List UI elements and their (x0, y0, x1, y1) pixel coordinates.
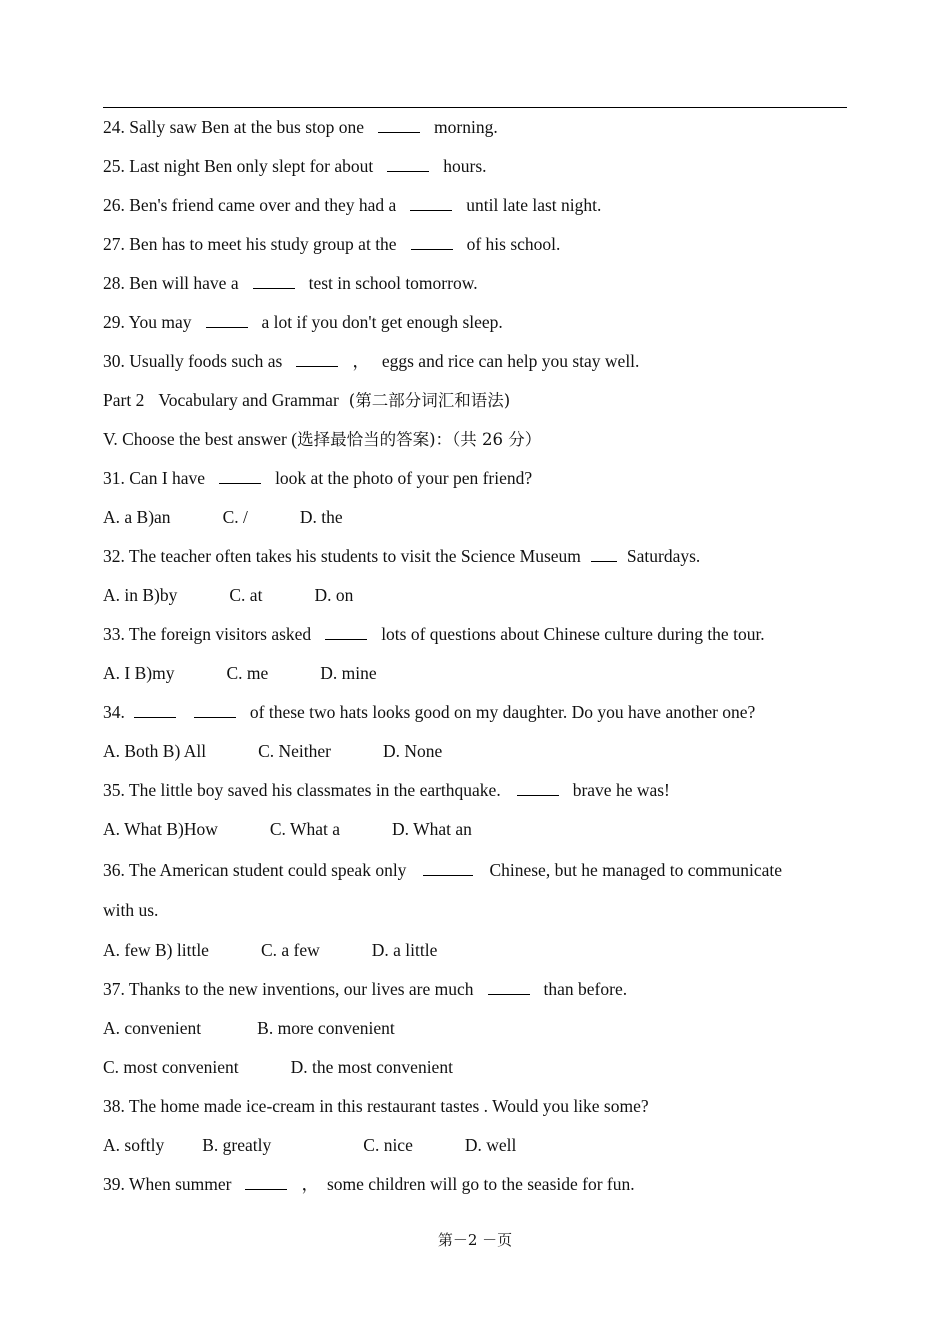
answer-blank[interactable] (253, 287, 295, 289)
question-31: 31. Can I have look at the photo of your pen friend? (103, 468, 533, 488)
part-2-heading: Part 2 Vocabulary and Grammar (第二部分词汇和语法) (103, 390, 511, 410)
option-c[interactable]: C. / (222, 507, 248, 527)
option-a-b[interactable]: A. What B)How (103, 819, 218, 839)
answer-blank[interactable] (378, 131, 420, 133)
question-37: 37. Thanks to the new inventions, our lives are much than before. (103, 979, 628, 999)
question-30: 30. Usually foods such as ， eggs and rice can help you stay well. (103, 351, 640, 371)
answer-blank[interactable] (194, 716, 236, 718)
option-c[interactable]: C. at (229, 585, 263, 605)
option-d[interactable]: D. None (382, 741, 443, 761)
option-d[interactable]: D. on (314, 585, 354, 605)
answer-blank[interactable] (219, 482, 261, 484)
options-35 (103, 810, 848, 849)
option-a-b[interactable]: A. a B)an (103, 507, 171, 527)
question-38: 38. The home made ice-cream in this restaurant tastes . Would you like some? (103, 1096, 649, 1116)
options-37-row-1 (103, 1009, 848, 1048)
answer-blank[interactable] (296, 365, 338, 367)
question-26: 26. Ben's friend came over and they had a until late last night. (103, 195, 602, 215)
option-d[interactable]: D. the most convenient (290, 1057, 453, 1077)
answer-blank[interactable] (517, 794, 559, 796)
options-34 (103, 732, 848, 771)
answer-blank[interactable] (325, 638, 367, 640)
question-25: 25. Last night Ben only slept for about hours. (103, 156, 487, 176)
option-d[interactable]: D. What an (392, 819, 472, 839)
option-c[interactable]: C. nice (363, 1135, 413, 1155)
options-32 (103, 576, 848, 615)
option-a[interactable]: A. softly (103, 1135, 165, 1155)
answer-blank[interactable] (387, 170, 429, 172)
options-38 (103, 1126, 848, 1165)
answer-blank[interactable] (206, 326, 248, 328)
options-37-row-2 (103, 1048, 848, 1087)
option-a-b[interactable]: A. in B)by (103, 585, 178, 605)
question-34: 34. of these two hats looks good on my daughter. Do you have another one? (103, 702, 756, 722)
option-c[interactable]: C. me (226, 663, 269, 683)
options-31 (103, 498, 848, 537)
option-c[interactable]: C. a few (260, 940, 320, 960)
answer-blank[interactable] (134, 716, 176, 718)
question-39: 39. When summer ， some children will go to the seaside for fun. (103, 1174, 635, 1194)
question-36: 36. The American student could speak only Chinese, but he managed to communicate (103, 860, 782, 880)
option-d[interactable]: D. a little (371, 940, 438, 960)
option-c[interactable]: C. What a (269, 819, 341, 839)
question-27: 27. Ben has to meet his study group at the of his school. (103, 234, 561, 254)
option-b[interactable]: B. greatly (202, 1135, 272, 1155)
question-28: 28. Ben will have a test in school tomorrow. (103, 273, 478, 293)
question-29: 29. You may a lot if you don't get enough sleep. (103, 312, 503, 332)
question-36-continued: with us. (103, 900, 159, 920)
option-a-b[interactable]: A. I B)my (103, 663, 175, 683)
option-a[interactable]: A. convenient (103, 1018, 202, 1038)
answer-blank[interactable] (591, 560, 617, 562)
option-c[interactable]: C. most convenient (103, 1057, 239, 1077)
exam-page (103, 107, 848, 1204)
option-d[interactable]: D. the (299, 507, 343, 527)
page-number: 第－2 －页 (437, 1231, 513, 1249)
answer-blank[interactable] (488, 993, 530, 995)
section-5-heading: V. Choose the best answer (选择最恰当的答案)：（共 26 分） (103, 429, 542, 449)
option-d[interactable]: D. mine (320, 663, 377, 683)
options-33 (103, 654, 848, 693)
question-35: 35. The little boy saved his classmates in the earthquake. brave he was! (103, 780, 670, 800)
options-36 (103, 931, 848, 970)
option-c[interactable]: C. Neither (258, 741, 331, 761)
answer-blank[interactable] (245, 1188, 287, 1190)
question-33: 33. The foreign visitors asked lots of questions about Chinese culture during the tour. (103, 624, 765, 644)
option-a-b[interactable]: A. Both B) All (103, 741, 207, 761)
answer-blank[interactable] (410, 209, 452, 211)
option-a-b[interactable]: A. few B) little (103, 940, 209, 960)
answer-blank[interactable] (411, 248, 453, 250)
question-24: 24. Sally saw Ben at the bus stop one morning. (103, 117, 498, 137)
question-32: 32. The teacher often takes his students to visit the Science Museum Saturdays. (103, 546, 701, 566)
answer-blank[interactable] (423, 874, 473, 876)
option-b[interactable]: B. more convenient (257, 1018, 395, 1038)
option-d[interactable]: D. well (464, 1135, 517, 1155)
